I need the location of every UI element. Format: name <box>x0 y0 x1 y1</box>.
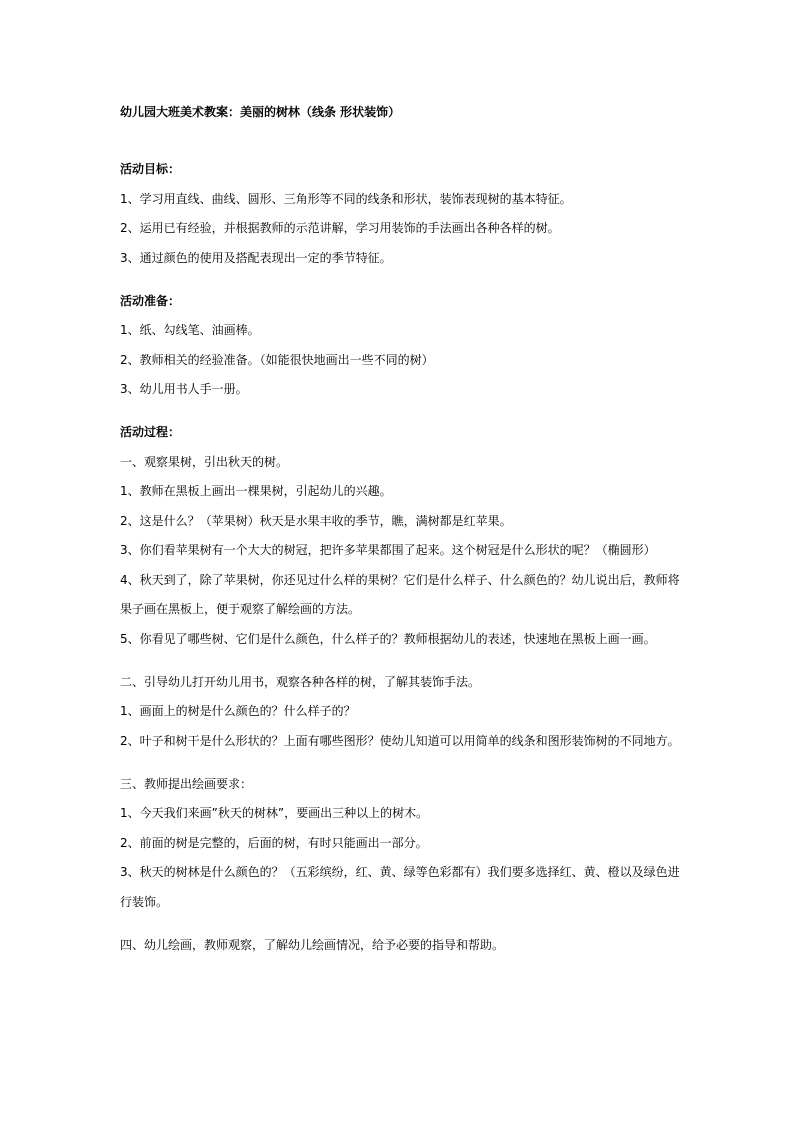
objective-item: 1、学习用直线、曲线、圆形、三角形等不同的线条和形状，装饰表现树的基本特征。 <box>120 191 572 206</box>
process-part3-item-continued: 行装饰。 <box>120 894 169 909</box>
process-part1-item-continued: 果子画在黑板上，便于观察了解绘画的方法。 <box>120 602 361 616</box>
process-part1-item: 5、你看见了哪些树、它们是什么颜色，什么样子的？教师根据幼儿的表述，快速地在黑板上画一画。 <box>120 631 656 646</box>
document-title: 幼儿园大班美术教案：美丽的树林（线条 形状装饰） <box>120 105 401 119</box>
process-part2-item: 1、画面上的树是什么颜色的？什么样子的？ <box>120 704 356 718</box>
process-part3-heading: 三、教师提出绘画要求： <box>120 776 253 791</box>
process-heading: 活动过程： <box>120 425 181 439</box>
preparation-heading: 活动准备： <box>120 293 181 308</box>
process-part1-item: 1、教师在黑板上画出一棵果树，引起幼儿的兴趣。 <box>120 484 392 498</box>
process-part2-item: 2、叶子和树干是什么形状的？上面有哪些图形？使幼儿知道可以用简单的线条和图形装饰树的不同地方。 <box>120 733 680 748</box>
process-part1-heading: 一、观察果树，引出秋天的树。 <box>120 454 289 469</box>
process-part1-item: 3、你们看苹果树有一个大大的树冠，把许多苹果都围了起来。这个树冠是什么形状的呢？（椭圆形） <box>120 543 656 557</box>
process-part1-item: 2、这是什么？（苹果树）秋天是水果丰收的季节，瞧，满树都是红苹果。 <box>120 513 512 528</box>
preparation-item: 1、纸、勾线笔、油画棒。 <box>120 323 260 337</box>
process-part2-heading: 二、引导幼儿打开幼儿用书，观察各种各样的树，了解其装饰手法。 <box>120 674 481 689</box>
preparation-item: 3、幼儿用书人手一册。 <box>120 382 248 396</box>
document-content <box>120 104 680 953</box>
process-part4-heading: 四、幼儿绘画，教师观察，了解幼儿绘画情况，给予必要的指导和帮助。 <box>120 937 505 952</box>
objectives-heading: 活动目标： <box>120 162 181 176</box>
process-part3-item: 1、今天我们来画”秋天的树林”，要画出三种以上的树木。 <box>120 806 429 820</box>
preparation-item: 2、教师相关的经验准备。（如能很快地画出一些不同的树） <box>120 352 434 367</box>
process-part3-item: 2、前面的树是完整的，后面的树，有时只能画出一部分。 <box>120 835 428 850</box>
process-part1-item: 4、秋天到了，除了苹果树，你还见过什么样的果树？它们是什么样子、什么颜色的？幼儿说出后，教师将 <box>120 572 680 587</box>
objective-item: 3、通过颜色的使用及搭配表现出一定的季节特征。 <box>120 250 392 265</box>
process-part3-item: 3、秋天的树林是什么颜色的？（五彩缤纷，红、黄、绿等色彩都有）我们要多选择红、黄、橙以及绿色进 <box>120 865 680 879</box>
objective-item: 2、运用已有经验，并根据教师的示范讲解，学习用装饰的手法画出各种各样的树。 <box>120 221 560 235</box>
